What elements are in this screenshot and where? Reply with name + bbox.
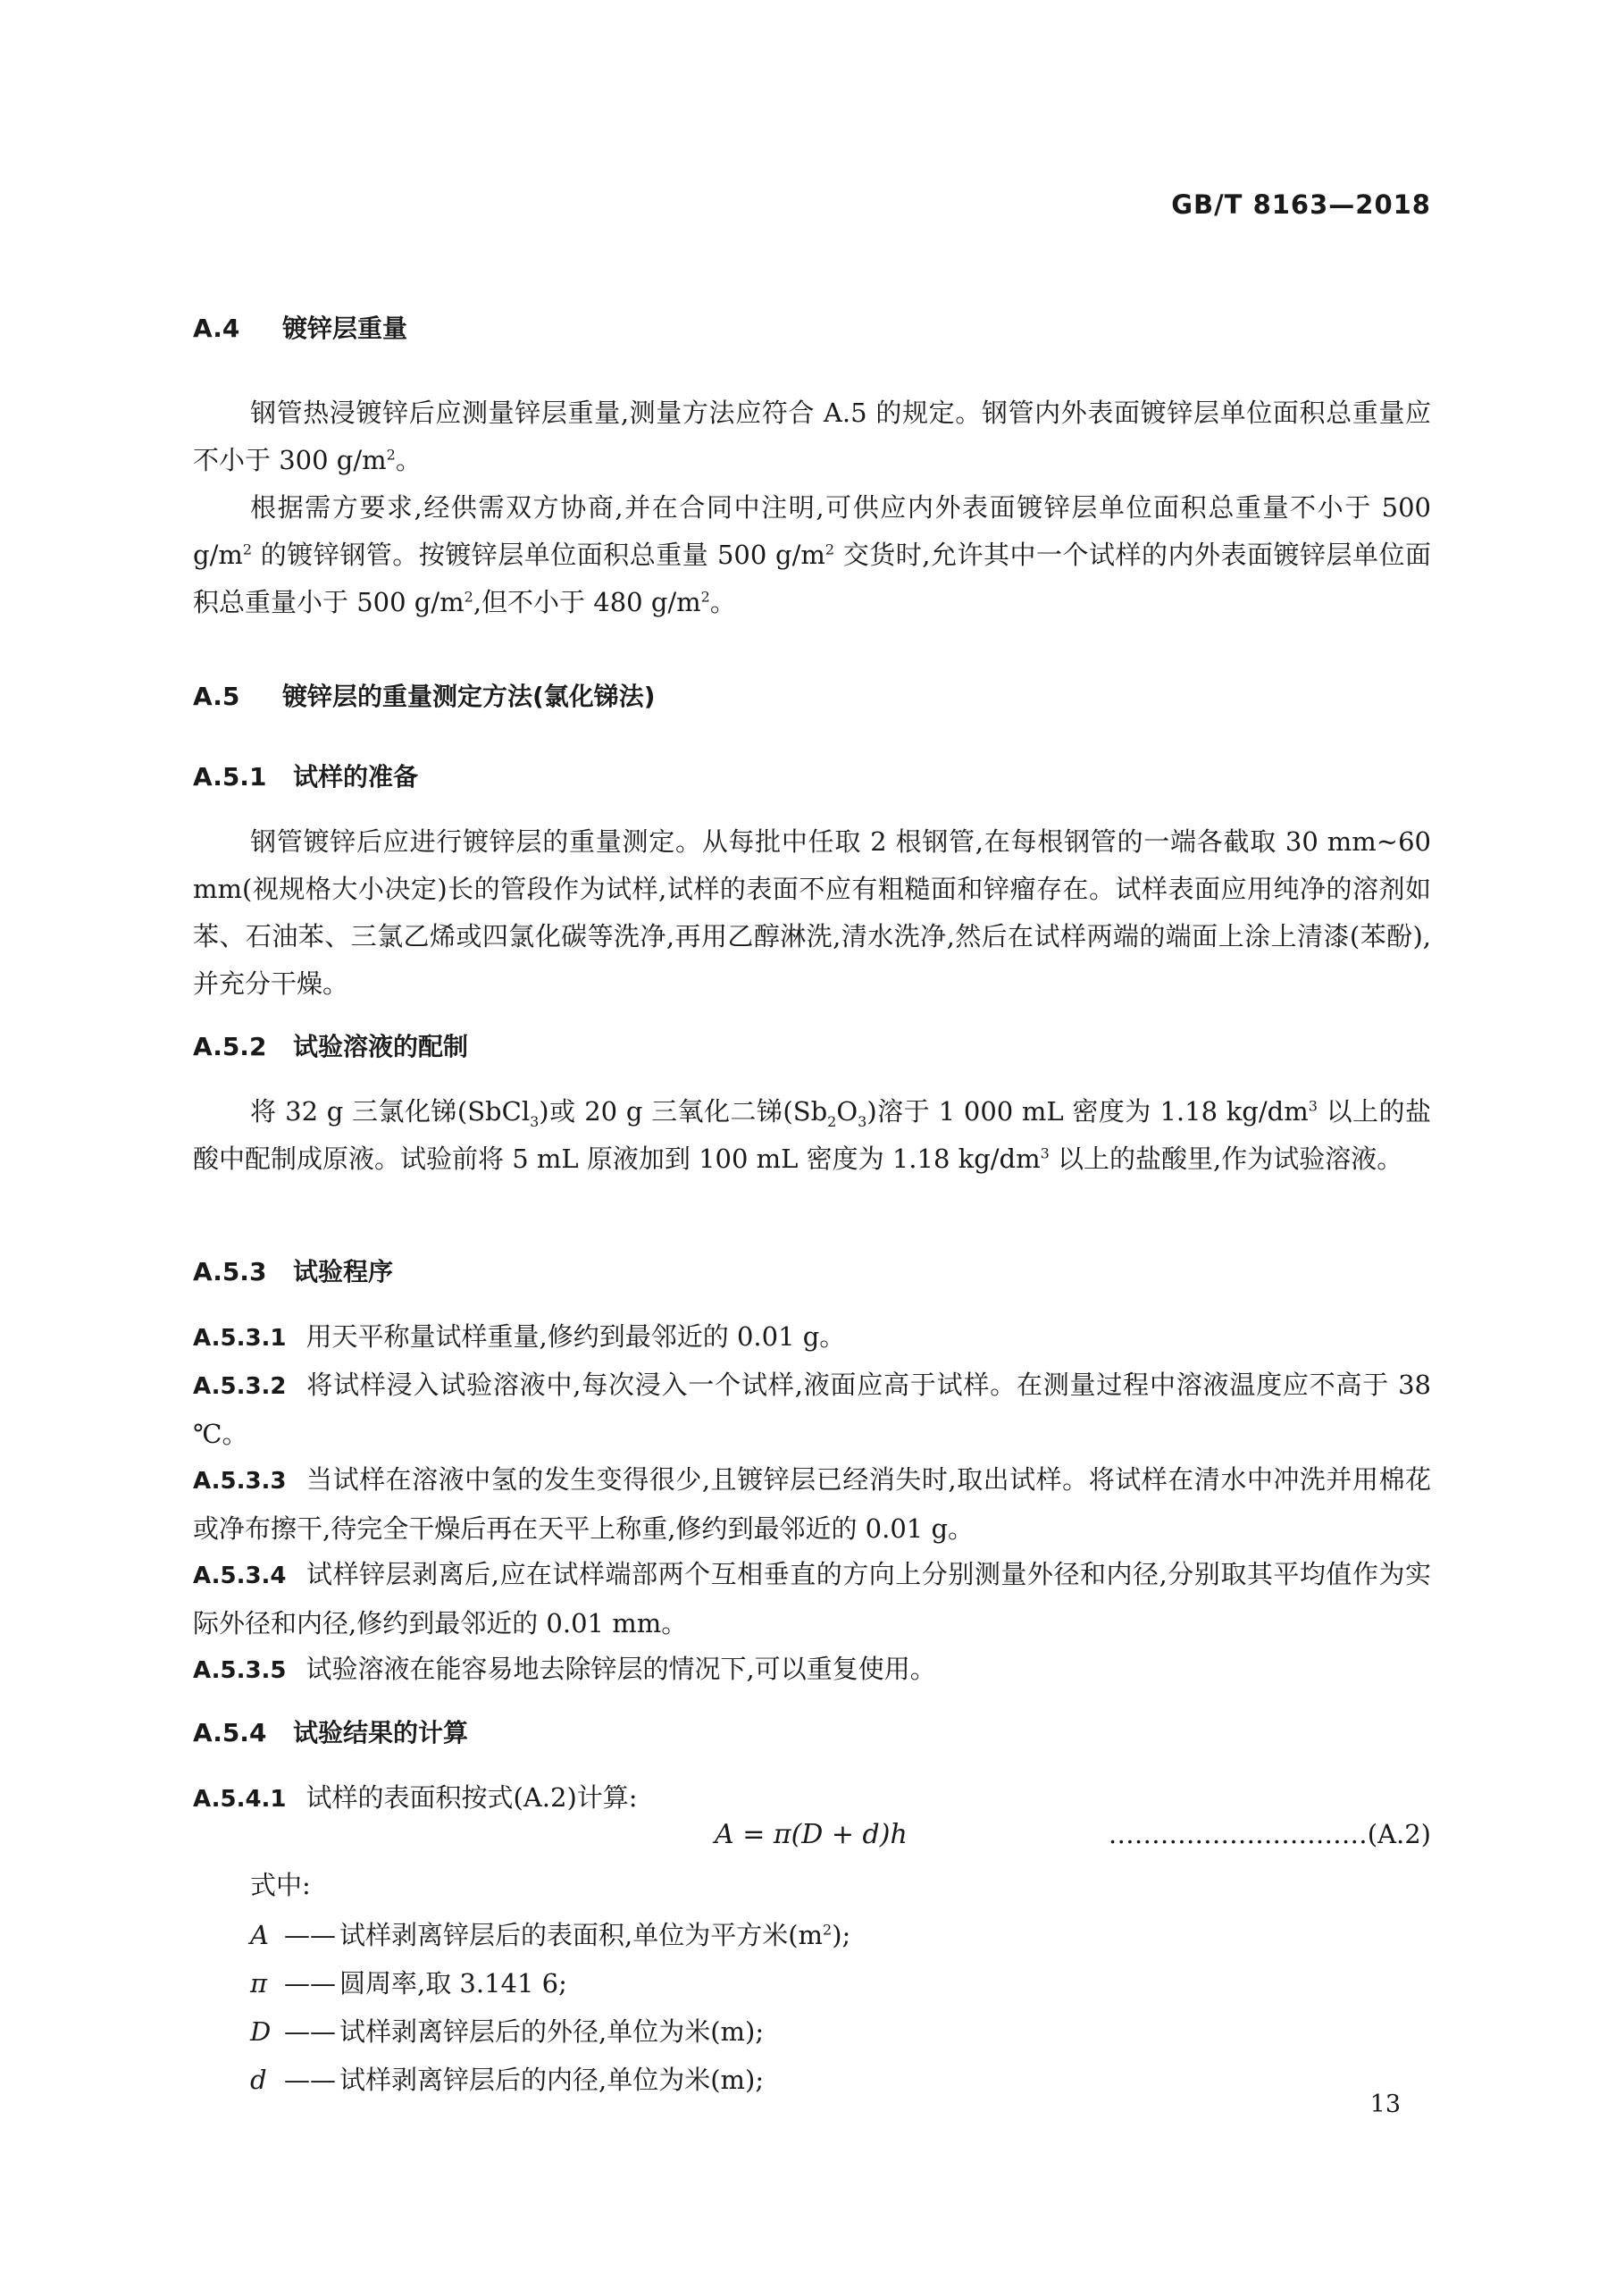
variable-desc: 试样剥离锌层后的外径,单位为米(m); [339, 2016, 765, 2047]
paragraph-a4-2 [193, 484, 1431, 626]
variable-desc: 圆周率,取 3.141 6; [339, 1968, 567, 1999]
text-run: )或 20 g 三氧化二锑(Sb [539, 1096, 828, 1127]
subscript: 3 [858, 1112, 867, 1130]
superscript: 3 [1040, 1144, 1050, 1162]
superscript: 2 [823, 1921, 833, 1939]
variable-symbol: A [250, 1920, 269, 1950]
paragraph-a51-1: 钢管镀锌后应进行镀锌层的重量测定。从每批中任取 2 根钢管,在每根钢管的一端各截取 30 mm~60 mm(视规格大小决定)长的管段作为试样,试样的表面不应有粗糙面和锌瘤存在。试样表面应用纯净的溶剂如苯、石油苯、三氯乙烯或四氯化碳等洗净,再用乙醇淋洗,清水洗净,然后在试样两端的端面上涂上清漆(苯酚),并充分干燥。 [193, 826, 1431, 999]
clause-a541 [193, 1774, 1431, 1823]
clause-a533 [193, 1456, 1431, 1553]
section-title: 试验结果的计算 [293, 1718, 469, 1747]
section-heading-a53 [193, 1253, 393, 1288]
where-label: 式中: [250, 1870, 311, 1900]
superscript: 2 [242, 540, 253, 558]
text-run: 的镀锌钢管。按镀锌层单位面积总重量 500 g/m [252, 540, 825, 570]
section-heading-a51 [193, 758, 418, 793]
section-number: A.4 [193, 314, 240, 343]
section-number: A.5.2 [193, 1032, 267, 1061]
section-title: 试验程序 [293, 1257, 394, 1286]
variable-symbol: D [250, 2016, 272, 2047]
section-heading-a4 [193, 309, 407, 345]
superscript: 2 [700, 588, 710, 606]
superscript: 2 [386, 446, 396, 464]
text-run: 钢管热浸镀锌后应测量锌层重量,测量方法应符合 A.5 的规定。钢管内外表面镀锌层单位面积总重量应不小于 300 g/m [193, 398, 1431, 475]
variable-definition [250, 1915, 850, 1952]
variable-definition [250, 1964, 567, 2000]
clause-number: A.5.3.2 [193, 1373, 287, 1400]
clause-text: 试验溶液在能容易地去除锌层的情况下,可以重复使用。 [306, 1654, 936, 1684]
text-run: 以上的盐酸里,作为试验溶液。 [1049, 1144, 1403, 1174]
formula-a2: A = π(D + d)h [715, 1819, 908, 1850]
section-title: 镀锌层重量 [282, 314, 408, 343]
text-run: 根据需方要求,经供需双方协商,并在合同中注明,可供应内外表面镀锌层单位面积总重量不小于 500 g/m [193, 492, 1431, 570]
text-run: )溶于 1 000 mL 密度为 1.18 kg/dm [866, 1096, 1309, 1127]
subscript: 2 [827, 1112, 837, 1130]
text-run: 。 [709, 587, 736, 617]
clause-number: A.5.3.4 [193, 1563, 287, 1589]
clause-number: A.5.4.1 [193, 1786, 287, 1813]
section-title: 镀锌层的重量测定方法(氯化锑法) [282, 682, 656, 711]
formula-number: …………………………(A.2) [1108, 1819, 1431, 1849]
clause-a532 [193, 1362, 1431, 1458]
section-number: A.5.4 [193, 1718, 267, 1747]
text-run: 以上的盐酸中配制成原液。试验前将 5 mL 原液加到 100 mL 密度为 1.18 kg/dm [193, 1096, 1431, 1174]
section-heading-a5 [193, 677, 656, 713]
clause-text: 用天平称量试样重量,修约到最邻近的 0.01 g。 [306, 1321, 846, 1352]
variable-definition [250, 2060, 764, 2097]
variable-dash: —— [284, 1968, 336, 1999]
section-title: 试验溶液的配制 [293, 1032, 469, 1061]
standard-code: GB/T 8163—2018 [1171, 189, 1431, 220]
clause-text: 试样锌层剥离后,应在试样端部两个互相垂直的方向上分别测量外径和内径,分别取其平均值作为实际外径和内径,修约到最邻近的 0.01 mm。 [193, 1559, 1431, 1638]
section-number: A.5.1 [193, 762, 267, 792]
clause-number: A.5.3.1 [193, 1325, 287, 1352]
superscript: 3 [1308, 1097, 1318, 1115]
paragraph-a4-1 [193, 390, 1431, 484]
variable-dash: —— [284, 2065, 336, 2095]
section-number: A.5 [193, 682, 240, 711]
section-title: 试样的准备 [293, 762, 419, 792]
clause-a531 [193, 1313, 1431, 1362]
clause-a535 [193, 1646, 1431, 1695]
text-run: 交货时,允许其中一个试样的内外表面镀锌层单位面积总重量小于 500 g/m [193, 540, 1431, 617]
text-run: O [836, 1096, 858, 1127]
clause-number: A.5.3.3 [193, 1468, 287, 1495]
variable-desc-end: ); [832, 1920, 851, 1950]
superscript: 2 [464, 588, 473, 606]
section-heading-a54 [193, 1714, 468, 1749]
variable-symbol: π [250, 1968, 268, 1999]
clause-text: 当试样在溶液中氢的发生变得很少,且镀锌层已经消失时,取出试样。将试样在清水中冲洗并用棉花或净布擦干,待完全干燥后再在天平上称重,修约到最邻近的 0.01 g。 [193, 1464, 1431, 1544]
text-run: ,但不小于 480 g/m [473, 587, 701, 617]
clause-a534 [193, 1551, 1431, 1647]
section-heading-a52 [193, 1027, 468, 1063]
page-number: 13 [1369, 2091, 1401, 2118]
variable-definition [250, 2012, 764, 2049]
text-run: 将 32 g 三氯化锑(SbCl [250, 1096, 531, 1127]
clause-text: 试样的表面积按式(A.2)计算: [306, 1782, 638, 1813]
clause-number: A.5.3.5 [193, 1657, 287, 1684]
variable-symbol: d [250, 2065, 267, 2095]
clause-text: 将试样浸入试验溶液中,每次浸入一个试样,液面应高于试样。在测量过程中溶液温度应不高于 38 ℃。 [193, 1370, 1431, 1449]
superscript: 2 [825, 540, 835, 558]
section-number: A.5.3 [193, 1257, 267, 1286]
subscript: 3 [530, 1112, 540, 1130]
variable-dash: —— [284, 1920, 336, 1950]
text-run: 。 [395, 445, 422, 475]
variable-desc: 试样剥离锌层后的内径,单位为米(m); [339, 2065, 765, 2095]
variable-desc: 试样剥离锌层后的表面积,单位为平方米(m [339, 1920, 824, 1950]
variable-dash: —— [284, 2016, 336, 2047]
paragraph-a52-1 [193, 1088, 1431, 1183]
